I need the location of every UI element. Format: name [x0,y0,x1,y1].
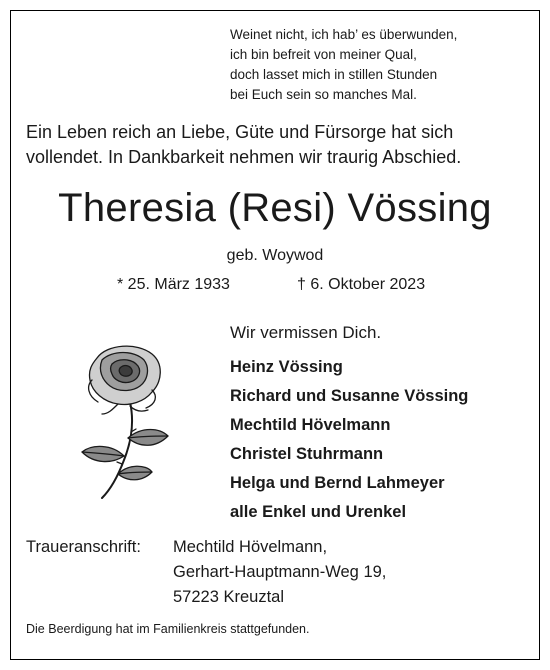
address-label: Traueranschrift: [26,538,141,556]
poem-line: Weinet nicht, ich hab’ es überwunden, [230,27,458,42]
mourner-name: Helga und Bernd Lahmeyer [230,474,445,492]
poem-line: bei Euch sein so manches Mal. [230,87,417,102]
address-line: Gerhart-Hauptmann-Weg 19, [173,563,387,581]
poem-line: ich bin befreit von meiner Qual, [230,47,417,62]
poem [230,25,530,105]
rose-icon [52,340,182,500]
mourner-name: Mechtild Hövelmann [230,416,391,434]
intro-line: Ein Leben reich an Liebe, Güte und Fürsorge hat sich [26,122,454,142]
funeral-note: Die Beerdigung hat im Familienkreis stattgefunden. [26,622,310,636]
intro-text [26,120,516,170]
birth-date: * 25. März 1933 [117,276,230,293]
mourner-name: alle Enkel und Urenkel [230,503,407,521]
deceased-name: Theresia (Resi) Vössing [58,186,492,230]
death-date: † 6. Oktober 2023 [297,276,426,293]
mourner-name: Christel Stuhrmann [230,445,384,463]
address-line: 57223 Kreuztal [173,588,284,606]
mourner-name: Richard und Susanne Vössing [230,387,469,405]
intro-line: vollendet. In Dankbarkeit nehmen wir traurig Abschied. [26,147,462,167]
poem-line: doch lasset mich in stillen Stunden [230,67,438,82]
mourning-intro: Wir vermissen Dich. [230,323,382,342]
mourner-name: Heinz Vössing [230,358,343,376]
address-line: Mechtild Hövelmann, [173,538,328,556]
maiden-name: geb. Woywod [226,247,324,264]
mourner-list [230,353,468,527]
